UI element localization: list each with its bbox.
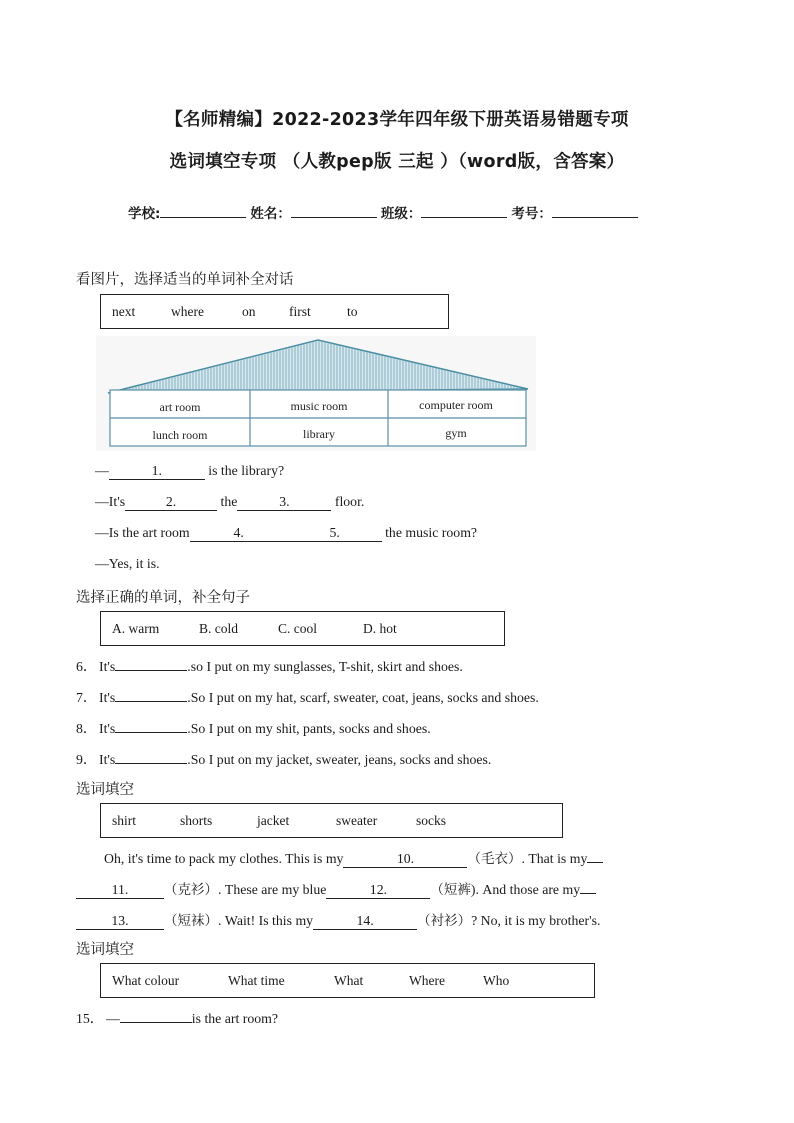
- line-text: the: [217, 494, 238, 509]
- option: C. cool: [278, 621, 317, 636]
- line-text: . That is my: [521, 851, 588, 866]
- room-label: art room: [159, 400, 201, 414]
- section4-word-box: [100, 963, 595, 998]
- blank-3[interactable]: [237, 494, 331, 511]
- class-label: 班级：: [380, 206, 422, 222]
- dialog-line-1: [95, 463, 284, 480]
- line-text: —Is the art room: [95, 525, 190, 540]
- word-option: where: [171, 304, 204, 319]
- section1-heading: 看图片，选择适当的单词补全对话: [76, 272, 294, 288]
- blank-number: 1.: [151, 463, 162, 478]
- section2-option-box: [100, 611, 505, 646]
- word-option: Who: [483, 973, 510, 988]
- word-option: to: [347, 304, 358, 319]
- question-6: [76, 655, 463, 675]
- room-label: computer room: [419, 398, 493, 412]
- line-text: is the library?: [204, 463, 285, 478]
- chinese-hint: （衬衫）: [417, 913, 472, 929]
- dialog-line-2: [95, 494, 364, 511]
- blank-2[interactable]: [125, 494, 217, 511]
- section2-heading: 选择正确的单词，补全句子: [76, 590, 250, 606]
- question-number: 7．: [76, 690, 97, 705]
- name-label: 姓名：: [250, 206, 291, 222]
- chinese-hint: （毛衣）: [467, 851, 522, 867]
- line-text: the music room?: [381, 525, 478, 540]
- blank-number: 10.: [396, 851, 415, 866]
- dialog-line-3: [95, 525, 477, 542]
- blank-5[interactable]: [288, 525, 382, 542]
- word-option: sweater: [336, 813, 378, 828]
- question-8: [76, 717, 431, 737]
- line-text: It's: [99, 752, 116, 767]
- school-blank[interactable]: [160, 203, 246, 218]
- passage-line-3: [76, 909, 600, 930]
- line-text: . These are my blue: [218, 882, 327, 897]
- blank-number: 4.: [233, 525, 244, 540]
- section3-heading: 选词填空: [76, 782, 134, 798]
- room-label: gym: [445, 426, 467, 440]
- exam-no-label: 考号：: [511, 206, 552, 222]
- word-option: What: [334, 973, 364, 988]
- question-number: 8．: [76, 721, 97, 736]
- blank-6[interactable]: [115, 656, 187, 671]
- blank-13[interactable]: [76, 913, 164, 930]
- blank-number: 12.: [369, 882, 388, 897]
- line-text: .so I put on my sunglasses, T-shit, skirt and shoes.: [187, 659, 463, 674]
- word-option: shorts: [180, 813, 213, 828]
- blank-10[interactable]: [343, 851, 467, 868]
- blank-number: 14.: [356, 913, 374, 928]
- passage-line-2: [76, 878, 596, 899]
- line-text: Oh, it's time to pack my clothes. This is my: [104, 851, 344, 866]
- section4-heading: 选词填空: [76, 942, 134, 958]
- option: A. warm: [112, 621, 160, 636]
- question-7: [76, 686, 539, 706]
- line-text: ). And those are my: [470, 882, 581, 897]
- blank-15[interactable]: [120, 1008, 192, 1023]
- word-option: on: [242, 304, 256, 319]
- line-text: is the art room?: [191, 1011, 279, 1026]
- blank-4[interactable]: [190, 525, 288, 542]
- word-option: socks: [416, 813, 446, 828]
- line-text: .So I put on my shit, pants, socks and shoes.: [187, 721, 431, 736]
- question-15: [76, 1007, 278, 1027]
- question-9: [76, 748, 491, 768]
- word-option: shirt: [112, 813, 137, 828]
- word-option: What colour: [112, 973, 180, 988]
- dash: —: [95, 463, 109, 478]
- question-number: 15．: [76, 1011, 104, 1026]
- blank-number: 5.: [329, 525, 340, 540]
- word-option: first: [289, 304, 311, 319]
- question-number: 6．: [76, 659, 97, 674]
- question-number: 9．: [76, 752, 97, 767]
- section1-word-box: [100, 294, 449, 329]
- blank-8[interactable]: [115, 718, 187, 733]
- blank-1[interactable]: [109, 463, 205, 480]
- blank-number: 11.: [111, 882, 129, 897]
- page-title: 【名师精编】2022-2023学年四年级下册英语易错题专项: [165, 110, 629, 130]
- name-blank[interactable]: [291, 203, 377, 218]
- blank-number: 3.: [279, 494, 290, 509]
- school-label: 学校:: [128, 206, 161, 222]
- dialog-line-4: —Yes, it is.: [95, 556, 160, 571]
- word-option: next: [112, 304, 136, 319]
- blank-11-start[interactable]: [587, 848, 603, 863]
- blank-number: 2.: [165, 494, 177, 509]
- line-text: It's: [99, 659, 116, 674]
- word-option: jacket: [257, 813, 290, 828]
- chinese-hint: （克衫）: [164, 882, 218, 898]
- room-label: music room: [290, 399, 348, 413]
- line-text: .So I put on my hat, scarf, sweater, coat, jeans, socks and shoes.: [187, 690, 539, 705]
- chinese-hint: （短袜）: [164, 913, 218, 929]
- blank-7[interactable]: [115, 687, 187, 702]
- line-text: —It's: [95, 494, 126, 509]
- line-text: ? No, it is my brother's.: [471, 913, 601, 928]
- chinese-hint: （短裤: [430, 882, 471, 898]
- blank-13-start[interactable]: [580, 879, 596, 894]
- class-blank[interactable]: [421, 203, 507, 218]
- building-floor-plan-image: [96, 336, 536, 451]
- page-subtitle: 选词填空专项 （人教pep版 三起 ）（word版，含答案）: [169, 152, 625, 172]
- student-info-line: [128, 202, 642, 222]
- line-text: .So I put on my jacket, sweater, jeans, socks and shoes.: [187, 752, 492, 767]
- room-label: lunch room: [152, 428, 208, 442]
- word-option: What time: [228, 973, 285, 988]
- exam-no-blank[interactable]: [552, 203, 638, 218]
- blank-14[interactable]: [313, 913, 417, 930]
- room-label: library: [303, 427, 335, 441]
- blank-9[interactable]: [115, 749, 187, 764]
- passage-line-1: [104, 847, 603, 868]
- word-option: Where: [409, 973, 445, 988]
- line-text: It's: [99, 690, 116, 705]
- line-text: . Wait! Is this my: [218, 913, 314, 928]
- section3-word-box: [100, 803, 563, 838]
- dash: —: [106, 1011, 120, 1026]
- line-text: It's: [99, 721, 116, 736]
- blank-12[interactable]: [326, 882, 430, 899]
- blank-11[interactable]: [76, 882, 164, 899]
- line-text: floor.: [331, 494, 365, 509]
- option: B. cold: [199, 621, 238, 636]
- option: D. hot: [363, 621, 397, 636]
- blank-number: 13.: [111, 913, 129, 928]
